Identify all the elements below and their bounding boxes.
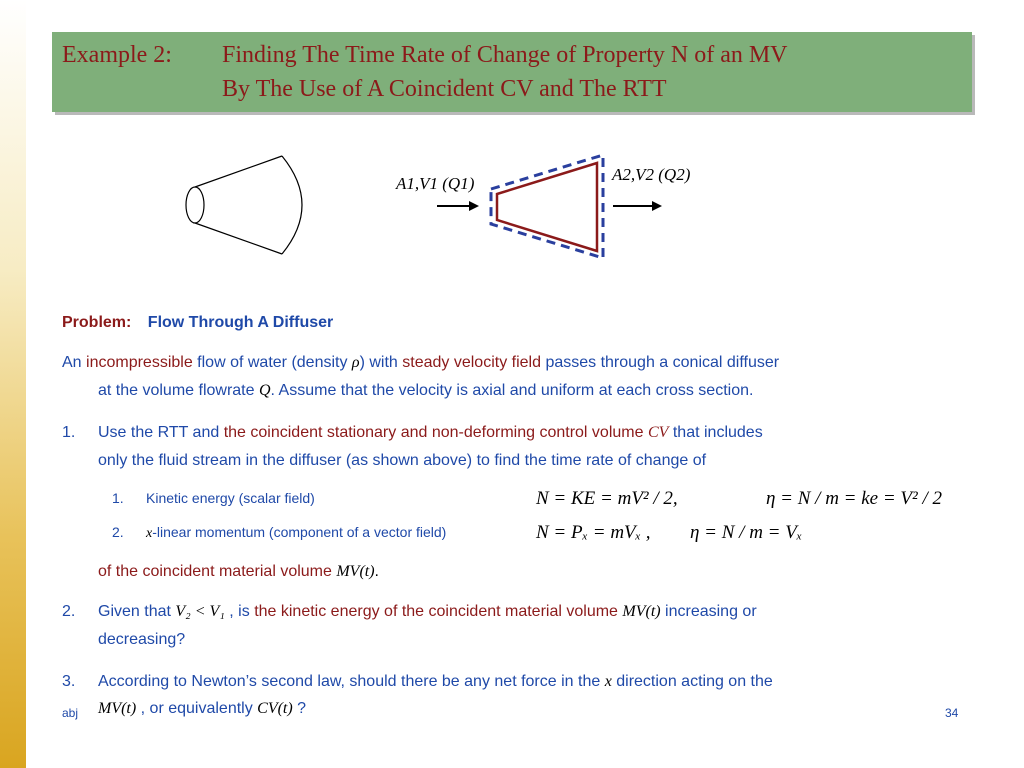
intro-text: flow of water (density	[192, 354, 352, 371]
intro-line-2	[98, 382, 753, 400]
item-1-line-2: only the fluid stream in the diffuser (as shown above) to find the time rate of change of	[98, 452, 707, 469]
equation-momentum-left: N = Pₓ = mVₓ ,	[536, 522, 651, 543]
item-text: According to Newton’s second law, should there be any net force in the	[98, 673, 605, 690]
mv-symbol: MV(t)	[622, 603, 661, 620]
equation-ke-right: η = N / m = ke = V² / 2	[766, 488, 943, 509]
item-2-line-1	[98, 603, 757, 621]
diffuser-diagram	[0, 0, 1024, 300]
item-3-line-2	[98, 700, 306, 718]
item-2-number: 2.	[62, 603, 76, 620]
intro-line-1	[62, 354, 779, 372]
item-text: Use the RTT and	[98, 424, 224, 441]
title-line-1: Finding The Time Rate of Change of Property N of an MV	[222, 42, 788, 68]
item-text: Given that	[98, 603, 176, 620]
cv-t-symbol: CV(t)	[257, 700, 293, 717]
sub-item-text: -linear momentum (component of a vector field)	[152, 524, 447, 540]
problem-title: Flow Through A Diffuser	[147, 314, 334, 331]
footer-author: abj	[62, 706, 79, 720]
equation-momentum-right: η = N / m = Vₓ	[690, 522, 803, 543]
velocity-condition: V₂ < V₁	[175, 603, 225, 620]
cone-sketch	[186, 156, 302, 254]
outlet-label: A2,V2 (Q2)	[612, 165, 691, 184]
problem-heading	[62, 314, 333, 332]
rho-symbol: ρ	[351, 354, 360, 371]
mv-symbol: MV(t)	[98, 700, 137, 717]
sub-item-2-text	[146, 524, 446, 542]
kinetic-energy-term: the kinetic energy of the coincident material volume	[254, 603, 623, 620]
title-line-2: By The Use of A Coincident CV and The RTT	[222, 76, 667, 102]
outlet-arrow	[613, 201, 662, 211]
intro-text: passes through a conical diffuser	[541, 354, 780, 371]
sub-item-1-text: Kinetic energy (scalar field)	[146, 490, 315, 506]
page-number: 34	[945, 706, 959, 720]
intro-text: ) with	[359, 354, 403, 371]
of-line-text: of the coincident material volume	[98, 563, 337, 580]
intro-text: An	[62, 354, 87, 371]
incompressible-term: incompressible	[86, 354, 193, 371]
q-symbol: Q	[258, 382, 271, 399]
sub-item-2-number: 2.	[112, 524, 124, 540]
item-3-line-1	[98, 673, 773, 691]
steady-velocity-term: steady velocity field	[402, 354, 541, 371]
period: .	[374, 563, 379, 580]
intro-text: . Assume that the velocity is axial and uniform at each cross section.	[270, 382, 754, 399]
item-2-line-2: decreasing?	[98, 631, 186, 648]
problem-label: Problem:	[62, 314, 132, 331]
x-symbol: x	[604, 673, 612, 690]
sub-item-1-number: 1.	[112, 490, 124, 506]
item-1-line-1	[98, 424, 763, 442]
item-text: that includes	[668, 424, 763, 441]
of-material-volume-line	[98, 563, 379, 581]
item-text: , is	[224, 603, 255, 620]
mv-symbol: MV(t)	[336, 563, 375, 580]
inlet-arrow	[437, 201, 479, 211]
item-text: increasing or	[660, 603, 757, 620]
diffuser-section	[497, 163, 597, 251]
item-1-number: 1.	[62, 424, 76, 441]
control-volume-outline	[491, 155, 603, 258]
intro-text: at the volume flowrate	[98, 382, 259, 399]
item-text: direction acting on the	[611, 673, 773, 690]
title-prefix: Example 2:	[62, 42, 172, 68]
item-text: ?	[292, 700, 307, 717]
item-text: , or equivalently	[136, 700, 258, 717]
equation-ke-left: N = KE = mV² / 2,	[536, 488, 678, 509]
coincident-cv-term: the coincident stationary and non-deforming control volume	[223, 424, 648, 441]
x-symbol: x	[146, 526, 153, 541]
cv-symbol: CV	[647, 424, 669, 441]
item-3-number: 3.	[62, 673, 76, 690]
inlet-label: A1,V1 (Q1)	[396, 174, 475, 193]
